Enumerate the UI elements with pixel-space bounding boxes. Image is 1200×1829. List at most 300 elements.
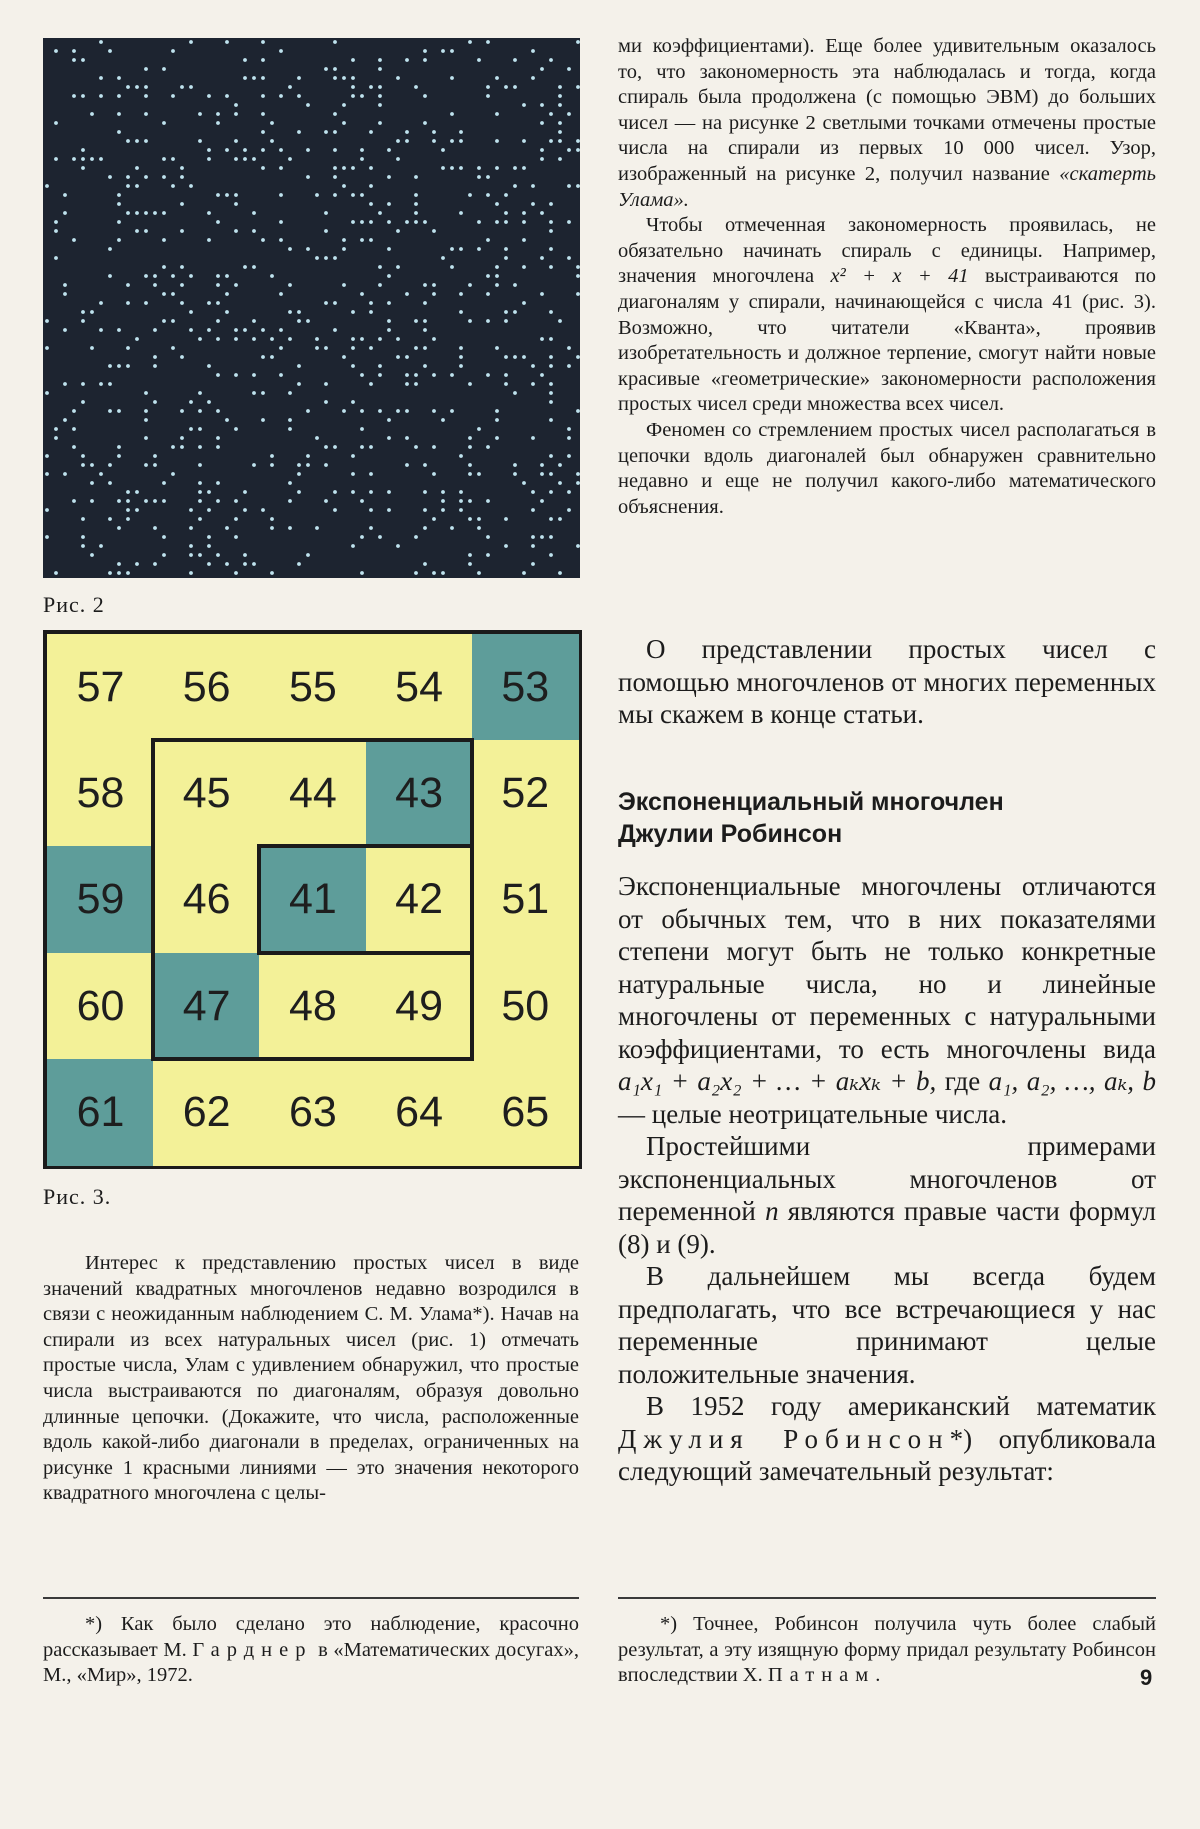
prime-dot [576,40,580,44]
prime-dot [405,139,409,143]
prime-dot [441,508,445,512]
prime-dot [351,346,355,350]
prime-dot [270,463,274,467]
prime-dot [81,157,85,161]
footnote-text: *) Точнее, Робинсон получила чуть более слабый результат, а эту изящную форму придал результату Робинсон впоследствии Х. [618,1613,1156,1687]
prime-dot [63,292,67,296]
prime-dot [522,220,526,224]
prime-dot [144,175,148,179]
prime-dot [225,94,229,98]
prime-dot [333,508,337,512]
prime-dot [180,445,184,449]
spiral-cell: 65 [472,1059,579,1166]
paragraph: В дальнейшем мы всегда будем предполагать, что все встречающиеся у нас переменные принимают целые положительные значения. [618,1261,1156,1389]
prime-dot [198,553,202,557]
prime-dot [477,247,481,251]
prime-dot [234,571,238,575]
prime-dot [117,130,121,134]
prime-dot [288,481,292,485]
right-footnote [618,1612,1156,1689]
prime-dot [90,112,94,116]
prime-dot [567,490,571,494]
prime-dot [513,85,517,89]
prime-dot [405,409,409,413]
prime-dot [171,346,175,350]
prime-dot [288,337,292,341]
prime-dot [540,67,544,71]
prime-dot [270,274,274,278]
prime-dot [198,427,202,431]
prime-dot [432,139,436,143]
prime-dot [396,229,400,233]
prime-dot [81,544,85,548]
prime-dot [216,274,220,278]
prime-dot [486,373,490,377]
prime-dot [162,535,166,539]
prime-dot [117,445,121,449]
prime-dot [378,94,382,98]
prime-dot [99,328,103,332]
prime-dot [333,301,337,305]
prime-dot [360,157,364,161]
paragraph: Интерес к представлению простых чисел в виде значений квадратных многочленов недавно возродился в связи с неожиданным наблюдением С. М. Улама*). Начав на спирали из всех натуральных чисел (рис. 1) отмечать простые числа, Улам с удивлением обнаружил, что простые числа выстраиваются по диагоналям, образуя довольно длинные цепочки. (Докажите, что числа, расположенные вдоль какой-либо диагонали в пределах, ограниченных на рисунке 1 красными линиями — это значения некоторого квадратного многочлена с целы- [43,1252,579,1505]
prime-dot [297,94,301,98]
spiral-cell: 60 [47,953,154,1060]
prime-dot [513,355,517,359]
prime-dot [576,274,580,278]
prime-dot [288,391,292,395]
prime-dot [144,229,148,233]
prime-dot [198,445,202,449]
prime-dot [540,103,544,107]
prime-dot [72,238,76,242]
prime-dot [261,328,265,332]
prime-dot [567,148,571,152]
prime-dot [288,310,292,314]
prime-dot [54,256,58,260]
prime-dot [333,445,337,449]
prime-dot [360,427,364,431]
prime-dot [252,157,256,161]
spiral-cell: 52 [472,740,579,847]
prime-dot [234,535,238,539]
prime-dot [486,274,490,278]
prime-dot [522,139,526,143]
prime-dot [342,409,346,413]
prime-dot [234,103,238,107]
prime-dot [153,355,157,359]
left-column-text [43,1251,579,1507]
spiral-cell: 45 [153,740,260,847]
prime-dot [441,571,445,575]
prime-dot [432,409,436,413]
prime-dot [432,292,436,296]
prime-dot [117,238,121,242]
prime-dot [207,238,211,242]
prime-dot [432,373,436,377]
prime-dot [432,571,436,575]
prime-dot [108,175,112,179]
prime-dot [81,310,85,314]
prime-dot [441,499,445,503]
prime-dot [351,166,355,170]
prime-dot [378,337,382,341]
prime-dot [216,481,220,485]
prime-dot [351,85,355,89]
prime-dot [486,193,490,197]
prime-dot [405,373,409,377]
prime-dot [63,382,67,386]
prime-dot [549,472,553,476]
spiral-cell: 58 [47,740,154,847]
prime-dot [252,463,256,467]
prime-dot [450,409,454,413]
prime-dot [252,337,256,341]
spiral-cell: 46 [153,846,260,953]
prime-dot [45,454,49,458]
prime-dot [252,373,256,377]
prime-dot [315,256,319,260]
prime-dot [189,274,193,278]
prime-dot [171,157,175,161]
prime-dot [234,373,238,377]
prime-dot [207,94,211,98]
prime-dot [351,337,355,341]
prime-dot [360,571,364,575]
prime-dot [261,94,265,98]
prime-dot [567,508,571,512]
prime-dot [387,319,391,323]
prime-dot [459,490,463,494]
prime-dot [324,463,328,467]
prime-dot [90,157,94,161]
prime-dot [270,355,274,359]
prime-dot [333,256,337,260]
prime-dot [99,382,103,386]
prime-dot [261,418,265,422]
prime-dot [459,310,463,314]
prime-dot [126,508,130,512]
prime-dot [63,328,67,332]
prime-dot [423,328,427,332]
prime-dot [414,202,418,206]
prime-dot [369,445,373,449]
prime-dot [414,571,418,575]
spiral-cell: 62 [153,1059,260,1166]
prime-dot [135,184,139,188]
prime-dot [207,301,211,305]
prime-dot [63,193,67,197]
prime-dot [333,40,337,44]
prime-dot [405,463,409,467]
spiral-cell: 44 [259,740,366,847]
prime-dot [297,364,301,368]
prime-dot [90,346,94,350]
prime-dot [288,499,292,503]
prime-dot [234,283,238,287]
prime-dot [297,130,301,134]
prime-dot [414,445,418,449]
prime-dot [81,517,85,521]
prime-dot [351,364,355,368]
prime-dot [198,517,202,521]
prime-dot [144,94,148,98]
prime-dot [495,265,499,269]
prime-dot [423,562,427,566]
prime-dot [198,490,202,494]
prime-dot [324,256,328,260]
prime-dot [144,211,148,215]
prime-dot [576,184,580,188]
prime-dot [306,319,310,323]
prime-dot [207,148,211,152]
prime-dot [252,76,256,80]
prime-dot [531,202,535,206]
prime-dot [243,76,247,80]
prime-dot [324,67,328,71]
prime-dot [198,499,202,503]
prime-dot [351,310,355,314]
prime-dot [243,562,247,566]
prime-dot [378,265,382,269]
prime-dot [126,571,130,575]
prime-dot [261,508,265,512]
prime-dot [540,472,544,476]
paragraph-text: *) опубликовала следующий замечательный результат: [618,1423,1156,1486]
prime-dot [117,571,121,575]
prime-dot [243,553,247,557]
prime-dot [72,94,76,98]
prime-dot [468,193,472,197]
prime-dot [414,211,418,215]
prime-dot [144,409,148,413]
prime-dot [576,355,580,359]
prime-dot [423,58,427,62]
prime-dot [459,346,463,350]
prime-dot [567,220,571,224]
prime-dot [207,328,211,332]
prime-dot [423,319,427,323]
prime-dot [108,481,112,485]
prime-dot [81,463,85,467]
prime-dot [468,40,472,44]
prime-dot [225,562,229,566]
prime-dot [387,436,391,440]
prime-dot [153,211,157,215]
prime-dot [198,463,202,467]
prime-dot [162,481,166,485]
prime-dot [162,67,166,71]
prime-dot [144,301,148,305]
footnote-author: Патнам. [767,1664,888,1687]
prime-dot [414,373,418,377]
prime-dot [297,472,301,476]
prime-dot [324,346,328,350]
prime-dot [549,553,553,557]
prime-dot [558,319,562,323]
spiral-cell: 59 [47,846,154,953]
spiral-cell: 49 [366,953,473,1060]
prime-dot [477,58,481,62]
prime-dot [117,364,121,368]
prime-dot [216,409,220,413]
prime-dot [324,445,328,449]
prime-dot [513,184,517,188]
prime-dot [486,292,490,296]
prime-dot [162,319,166,323]
prime-dot [387,274,391,278]
prime-dot [378,535,382,539]
prime-dot [45,535,49,539]
prime-dot [567,112,571,116]
prime-dot [540,256,544,260]
prime-dot [45,346,49,350]
prime-dot [333,112,337,116]
prime-dot [144,436,148,440]
prime-dot [486,94,490,98]
prime-dot [315,337,319,341]
prime-dot [360,238,364,242]
prime-dot [504,373,508,377]
prime-dot [171,292,175,296]
prime-dot [333,175,337,179]
paragraph-text: являются правые части формул (8) и (9). [618,1196,1157,1259]
prime-dot [522,265,526,269]
prime-dot [567,436,571,440]
prime-dot [252,391,256,395]
prime-dot [549,220,553,224]
prime-dot [144,418,148,422]
prime-dot [477,571,481,575]
prime-dot [450,166,454,170]
prime-dot [234,517,238,521]
prime-dot [126,139,130,143]
prime-dot [333,193,337,197]
prime-dot [135,139,139,143]
prime-dot [342,238,346,242]
prime-dot [279,238,283,242]
ulam-spiral-dots [43,38,580,578]
prime-dot [297,562,301,566]
prime-dot [513,58,517,62]
prime-dot [558,157,562,161]
prime-dot [63,472,67,476]
prime-dot [54,220,58,224]
prime-dot [549,517,553,521]
prime-dot [234,499,238,503]
spiral-cell: 50 [472,953,579,1060]
prime-dot [423,508,427,512]
prime-dot [162,292,166,296]
prime-dot [216,445,220,449]
prime-dot [459,454,463,458]
prime-dot [279,49,283,53]
prime-dot [72,409,76,413]
prime-dot [351,472,355,476]
figure-3-caption: Рис. 3. [43,1184,112,1209]
prime-dot [315,346,319,350]
prime-dot [432,229,436,233]
prime-dot [261,148,265,152]
prime-dot [450,373,454,377]
prime-dot [468,283,472,287]
prime-dot [531,382,535,386]
prime-dot [117,328,121,332]
prime-dot [441,418,445,422]
prime-dot [288,526,292,530]
prime-dot [189,400,193,404]
prime-dot [387,220,391,224]
prime-dot [540,121,544,125]
prime-dot [126,211,130,215]
spiral-cell: 64 [366,1059,473,1166]
prime-dot [189,328,193,332]
prime-dot [189,571,193,575]
prime-dot [306,463,310,467]
prime-dot [423,94,427,98]
prime-dot [522,166,526,170]
spiral-cell: 43 [366,740,473,847]
prime-dot [369,346,373,350]
prime-dot [522,301,526,305]
prime-dot [189,310,193,314]
prime-dot [45,319,49,323]
paragraph [618,1130,1156,1260]
prime-dot [477,175,481,179]
prime-dot [306,409,310,413]
prime-dot [495,220,499,224]
prime-dot [378,409,382,413]
prime-dot [423,283,427,287]
prime-dot [378,373,382,377]
prime-dot [72,58,76,62]
prime-dot [279,328,283,332]
prime-dot [360,445,364,449]
prime-dot [207,364,211,368]
prime-dot [207,490,211,494]
prime-dot [54,229,58,233]
prime-dot [279,94,283,98]
prime-dot [513,310,517,314]
prime-dot [360,292,364,296]
prime-dot [198,409,202,413]
prime-dot [198,112,202,116]
prime-dot [504,220,508,224]
prime-dot [405,58,409,62]
footnote-divider [43,1597,579,1599]
prime-dot [153,454,157,458]
prime-dot [342,76,346,80]
prime-dot [162,265,166,269]
prime-dot [324,130,328,134]
prime-dot [468,319,472,323]
prime-dot [189,544,193,548]
prime-dot [333,166,337,170]
prime-dot [90,553,94,557]
prime-dot [396,139,400,143]
prime-dot [207,562,211,566]
prime-dot [216,193,220,197]
prime-dot [90,499,94,503]
prime-dot [486,553,490,557]
prime-dot [360,148,364,152]
prime-dot [207,157,211,161]
prime-dot [135,508,139,512]
spiral-cell: 53 [472,634,579,741]
prime-dot [513,283,517,287]
prime-dot [81,382,85,386]
prime-dot [549,454,553,458]
